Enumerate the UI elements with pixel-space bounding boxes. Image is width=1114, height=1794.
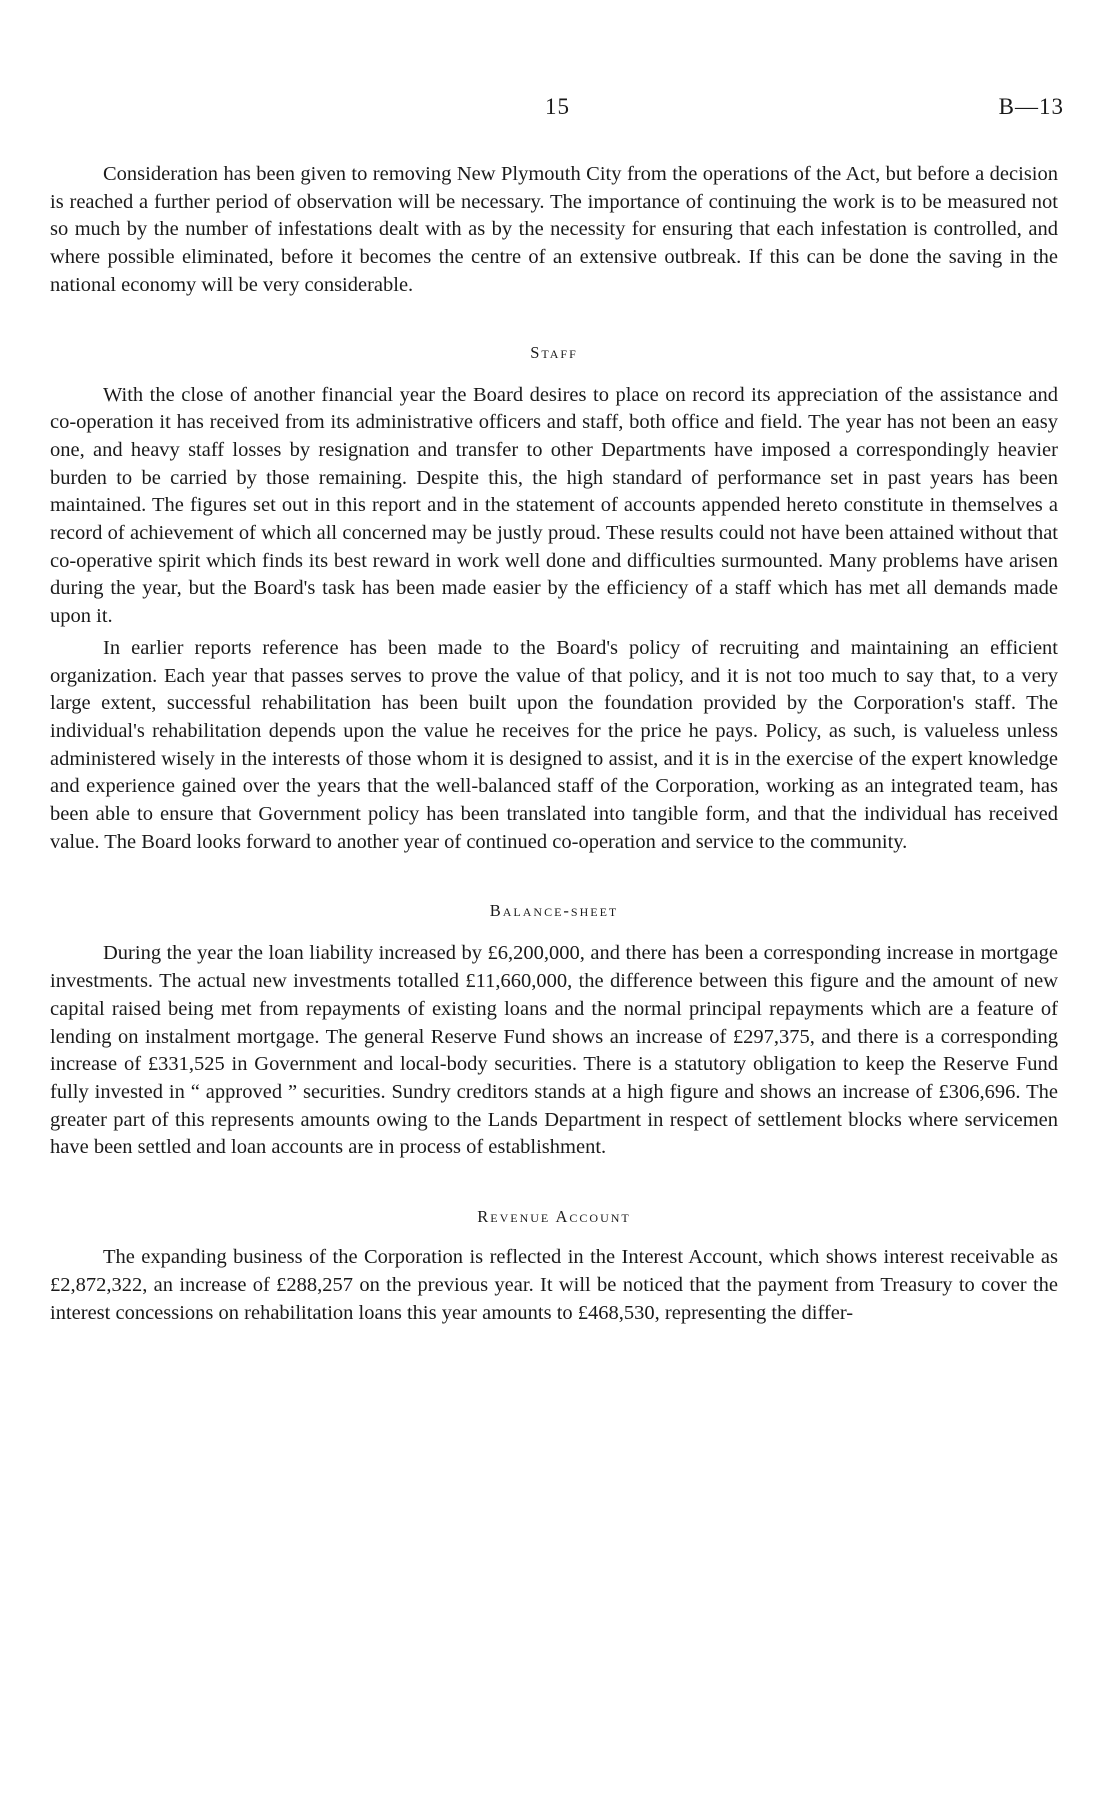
document-body xyxy=(50,161,1058,1327)
page-number: 15 xyxy=(545,94,570,119)
staff-paragraph-2: In earlier reports reference has been made to the Board's policy of recruiting and maintaining an efficient organization. Each year that passes serves to prove the value of that policy, and it is not too much to say that, to a very large extent, successful rehabilitation has been built upon the foundation provided by the Corporation's staff. The individual's rehabilitation depends upon the value he receives for the price he pays. Policy, as such, is valueless unless administered wisely in the interests of those whom it is designed to assist, and it is in the exercise of the expert knowledge and experience gained over the years that the well-balanced staff of the Corporation, working as an integrated team, has been able to ensure that Government policy has been translated into tangible form, and that the individual has received value. The Board looks forward to another year of continued co-operation and service to the community. xyxy=(50,636,1058,853)
page-header xyxy=(0,94,1114,124)
balance-sheet-paragraph: During the year the loan liability increased by £6,200,000, and there has been a corresponding increase in mortgage investments. The actual new investments totalled £11,660,000, the difference between this figure and the amount of new capital raised being met from repayments of existing loans and the normal principal repayments which are a feature of lending on instalment mortgage. The general Reserve Fund shows an increase of £297,375, and there is a corresponding increase of £331,525 in Government and local-body securities. There is a statutory obligation to keep the Reserve Fund fully invested in “ approved ” securities. Sundry creditors stands at a high figure and shows an increase of £306,696. The greater part of this represents amounts owing to the Lands Department in respect of settlement blocks where servicemen have been settled and loan accounts are in process of establishment. xyxy=(50,942,1058,1159)
intro-paragraph: Consideration has been given to removing New Plymouth City from the operations of the Act, but before a decision is reached a further period of observation will be necessary. The importance of continuing the work is to be measured not so much by the number of infestations dealt with as by the necessity for ensuring that each infestation is controlled, and where possible eliminated, before it becomes the centre of an extensive outbreak. If this can be done the saving in the national economy will be very considerable. xyxy=(50,163,1058,296)
revenue-account-paragraph: The expanding business of the Corporation is reflected in the Interest Account, which shows interest receivable as £2,872,322, an increase of £288,257 on the previous year. It will be noticed that the payment from Treasury to cover the interest concessions on rehabilitation loans this year amounts to £468,530, representing the differ- xyxy=(50,1246,1058,1324)
document-reference: B—13 xyxy=(998,94,1064,119)
revenue-account-heading: Revenue Account xyxy=(477,1207,631,1227)
staff-paragraph-1: With the close of another financial year the Board desires to place on record its appreciation of the assistance and co-operation it has received from its administrative officers and staff, both office and field. The year has not been an easy one, and heavy staff losses by resignation and transfer to other Departments have imposed a correspondingly heavier burden to be carried by those remaining. Despite this, the high standard of performance set in past years has been maintained. The figures set out in this report and in the statement of accounts appended hereto constitute in themselves a record of achievement of which all concerned may be justly proud. These results could not have been attained without that co-operative spirit which finds its best reward in work well done and difficulties surmounted. Many problems have arisen during the year, but the Board's task has been made easier by the efficiency of a staff which has met all demands made upon it. xyxy=(50,383,1058,628)
staff-heading: Staff xyxy=(530,342,578,362)
balance-sheet-heading: Balance-sheet xyxy=(489,901,619,921)
